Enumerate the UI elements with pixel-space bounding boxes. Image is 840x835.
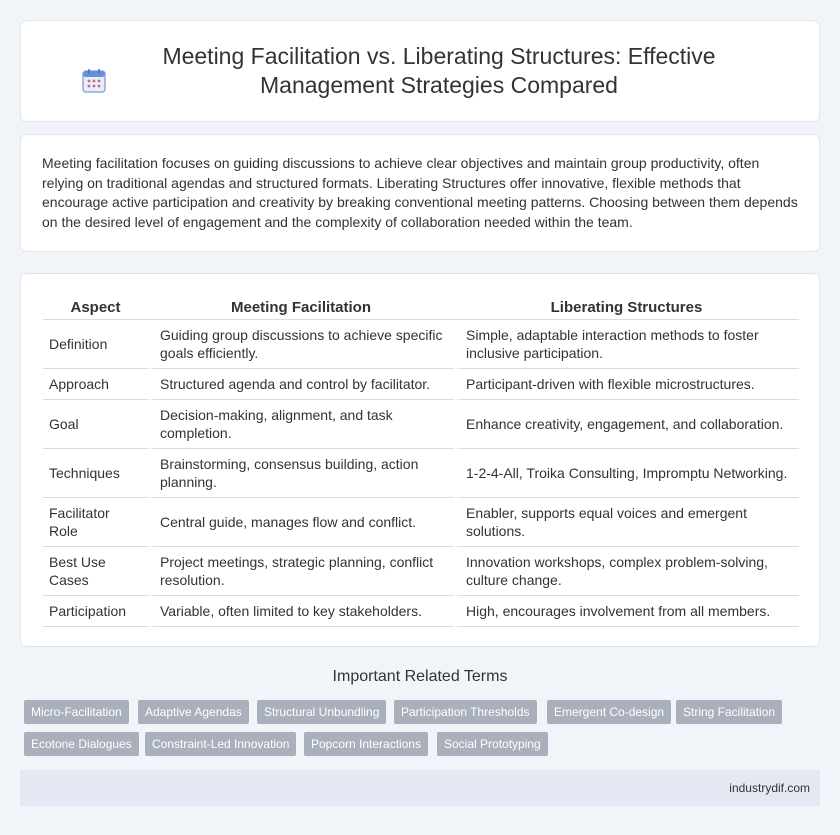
- facilitation-cell: Variable, often limited to key stakeholders.: [148, 596, 454, 627]
- related-term-tag[interactable]: String Facilitation: [676, 700, 782, 724]
- liberating-cell: Simple, adaptable interaction methods to foster inclusive participation.: [454, 320, 799, 369]
- table-header-row: [43, 296, 799, 320]
- facilitation-cell: Structured agenda and control by facilitator.: [148, 369, 454, 400]
- page-title: Meeting Facilitation vs. Liberating Structures: Effective Management Strategies Compared: [162, 43, 716, 98]
- aspect-cell: Techniques: [43, 449, 148, 498]
- related-terms-heading: Important Related Terms: [332, 668, 508, 685]
- table-row: [43, 369, 799, 400]
- liberating-cell: 1-2-4-All, Troika Consulting, Impromptu Networking.: [454, 449, 799, 498]
- aspect-cell: Approach: [43, 369, 148, 400]
- header-liberating-structures: Liberating Structures: [454, 296, 799, 320]
- liberating-cell: Enhance creativity, engagement, and collaboration.: [454, 400, 799, 449]
- header-aspect: Aspect: [43, 296, 148, 320]
- liberating-cell: Enabler, supports equal voices and emergent solutions.: [454, 498, 799, 547]
- footer: [20, 770, 820, 806]
- aspect-cell: Facilitator Role: [43, 498, 148, 547]
- facilitation-cell: Project meetings, strategic planning, conflict resolution.: [148, 547, 454, 596]
- aspect-cell: Goal: [43, 400, 148, 449]
- facilitation-cell: Guiding group discussions to achieve specific goals efficiently.: [148, 320, 454, 369]
- title-card: [20, 20, 820, 122]
- intro-text: Meeting facilitation focuses on guiding discussions to achieve clear objectives and maintain group productivity, often relying on traditional agendas and structured formats. Liberating Structures offer innovative, flexible methods that encourage active participation and creativity by breaking conventional meeting patterns. Choosing between them depends on the desired level of engagement and the complexity of collaboration needed within the team.: [42, 155, 798, 230]
- related-term-tag[interactable]: Structural Unbundling: [257, 700, 386, 724]
- table-row: [43, 320, 799, 369]
- related-term-tag[interactable]: Emergent Co-design: [547, 700, 671, 724]
- related-term-tag[interactable]: Social Prototyping: [437, 732, 548, 756]
- calendar-icon: [81, 68, 107, 94]
- comparison-table: [43, 296, 799, 627]
- related-term-tag[interactable]: Popcorn Interactions: [304, 732, 428, 756]
- facilitation-cell: Brainstorming, consensus building, action planning.: [148, 449, 454, 498]
- liberating-cell: Innovation workshops, complex problem-solving, culture change.: [454, 547, 799, 596]
- comparison-card: [20, 273, 820, 647]
- table-row: [43, 596, 799, 627]
- liberating-cell: High, encourages involvement from all members.: [454, 596, 799, 627]
- aspect-cell: Best Use Cases: [43, 547, 148, 596]
- aspect-cell: Participation: [43, 596, 148, 627]
- table-row: [43, 449, 799, 498]
- intro-card: [20, 134, 820, 252]
- related-term-tag[interactable]: Ecotone Dialogues: [24, 732, 139, 756]
- related-terms-section: [20, 668, 820, 751]
- table-row: [43, 547, 799, 596]
- header-meeting-facilitation: Meeting Facilitation: [148, 296, 454, 320]
- facilitation-cell: Central guide, manages flow and conflict.: [148, 498, 454, 547]
- table-row: [43, 498, 799, 547]
- related-term-tag[interactable]: Micro-Facilitation: [24, 700, 129, 724]
- aspect-cell: Definition: [43, 320, 148, 369]
- facilitation-cell: Decision-making, alignment, and task completion.: [148, 400, 454, 449]
- footer-source[interactable]: industrydif.com: [729, 781, 810, 795]
- related-term-tag[interactable]: Adaptive Agendas: [138, 700, 249, 724]
- related-term-tag[interactable]: Constraint-Led Innovation: [145, 732, 296, 756]
- table-row: [43, 400, 799, 449]
- related-term-tag[interactable]: Participation Thresholds: [394, 700, 537, 724]
- liberating-cell: Participant-driven with flexible microstructures.: [454, 369, 799, 400]
